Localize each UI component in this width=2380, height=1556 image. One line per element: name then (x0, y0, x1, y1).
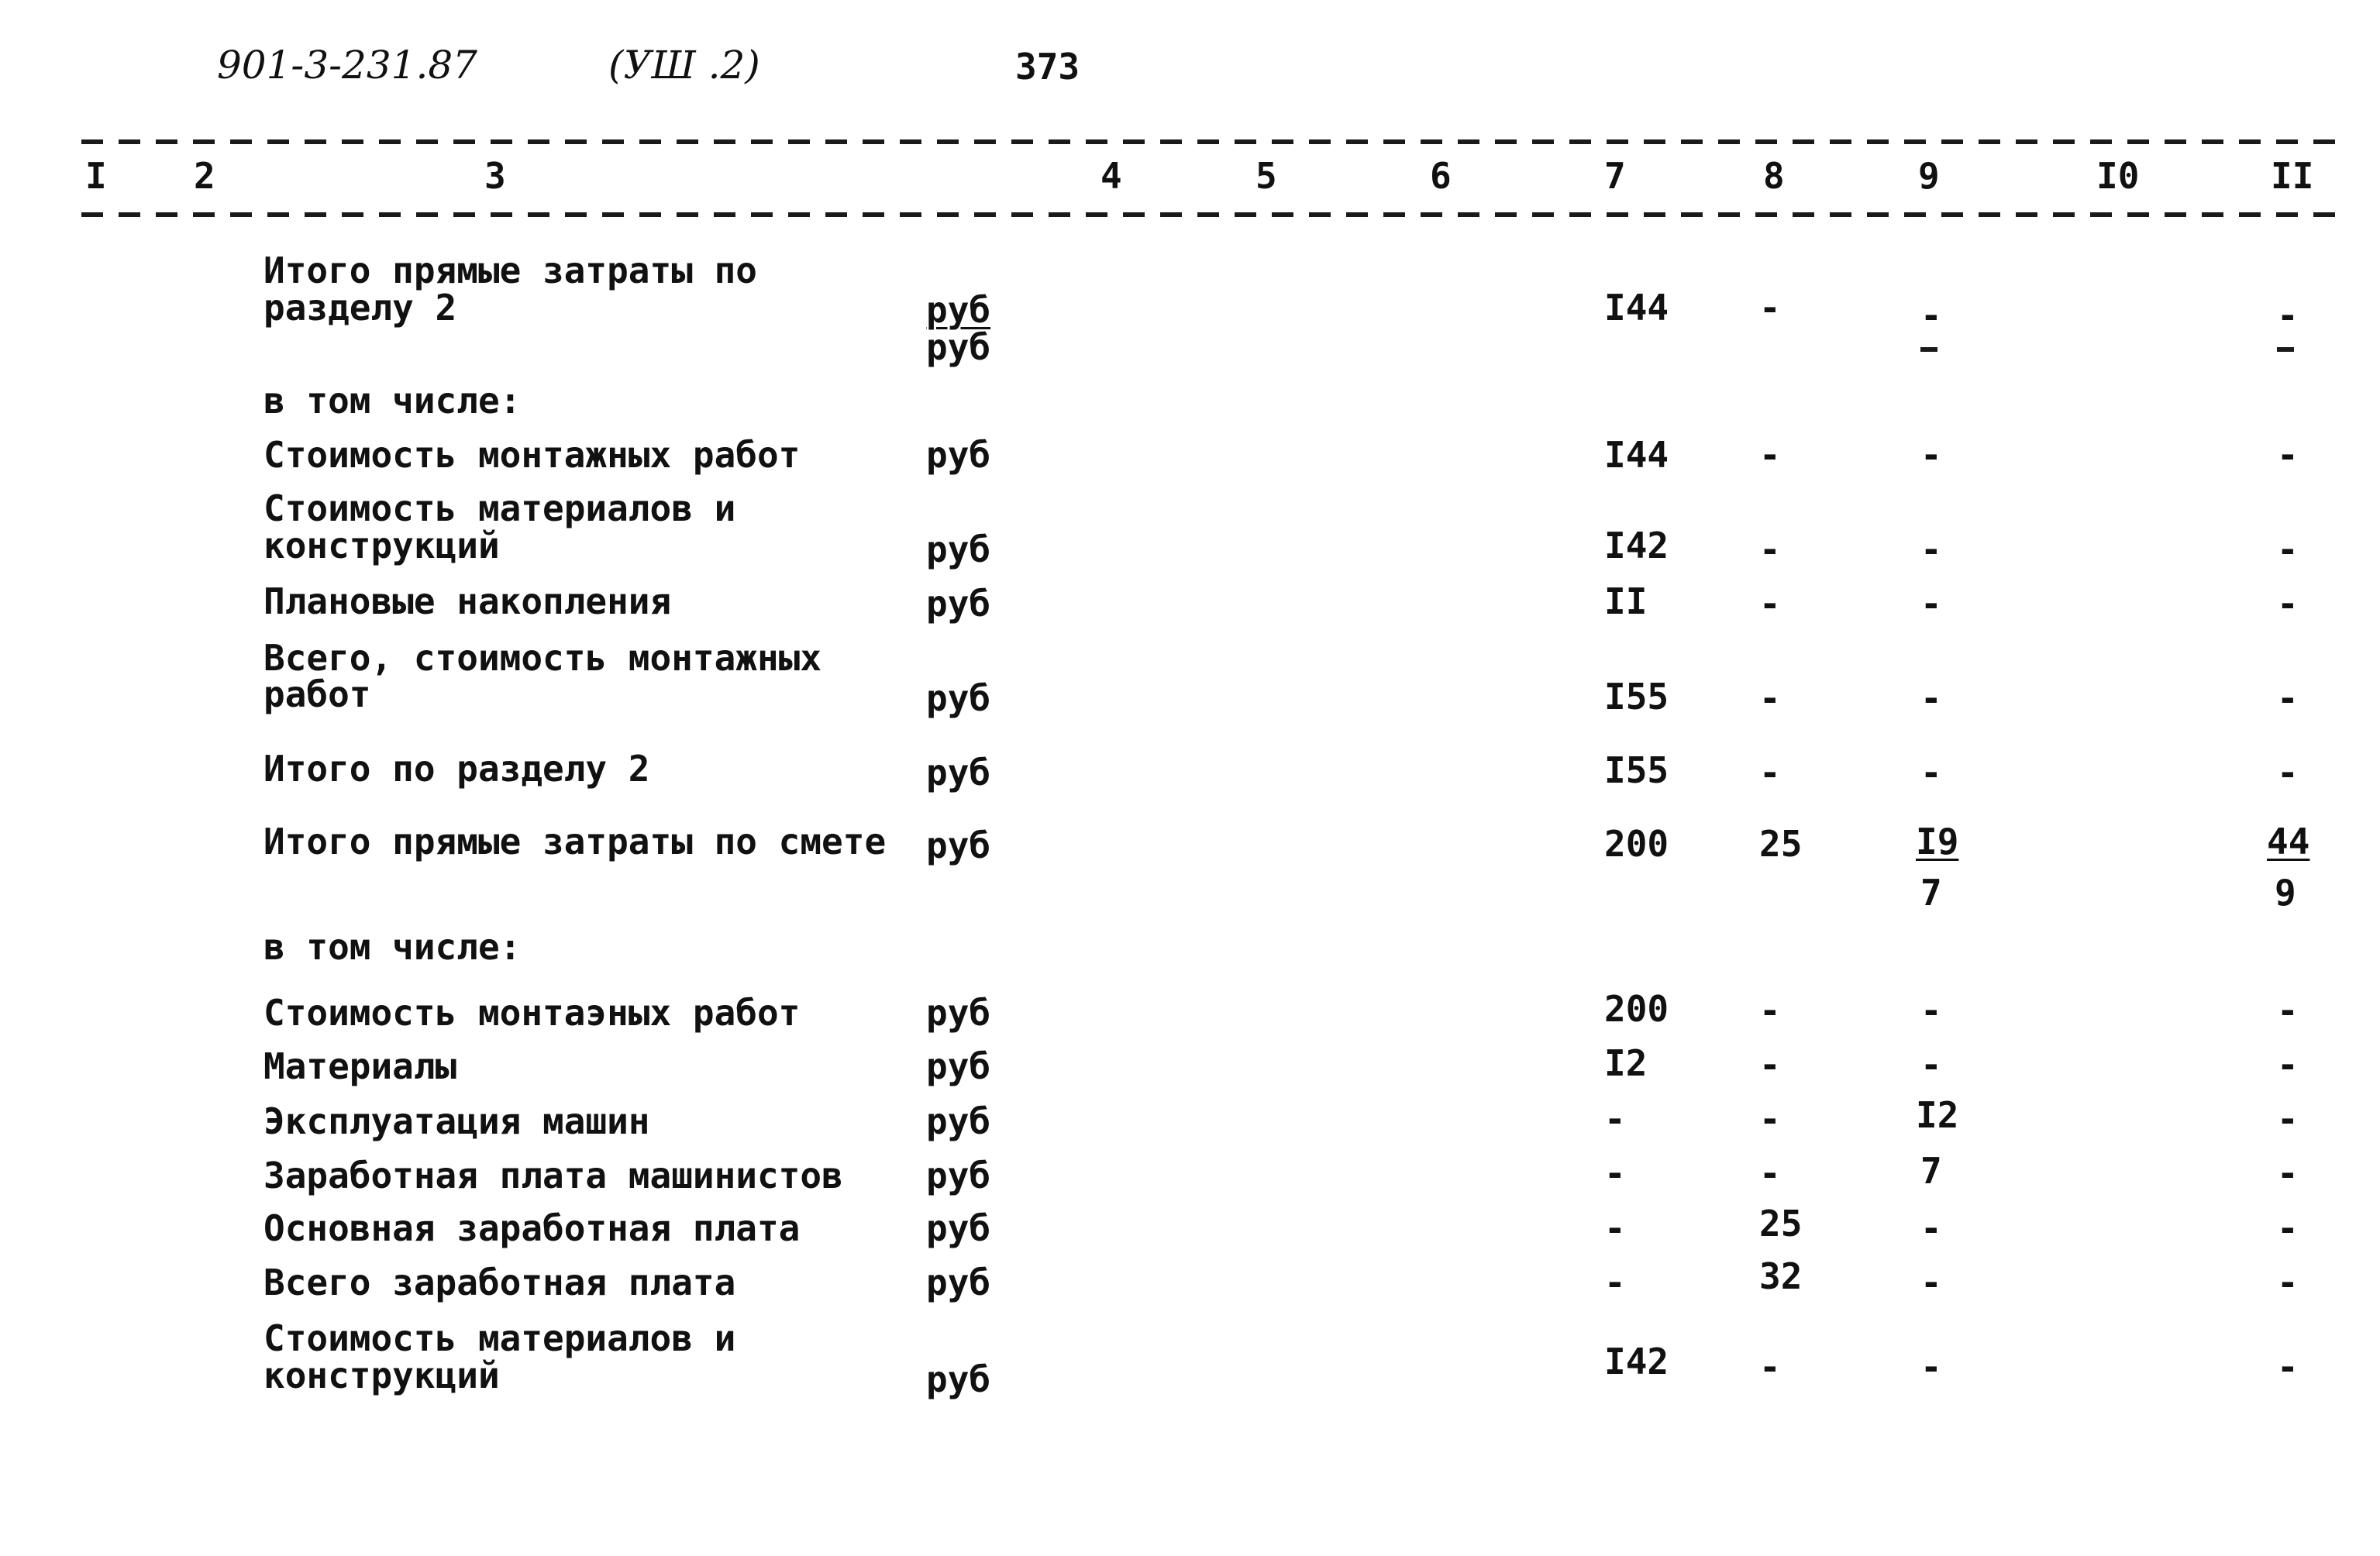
column-header: 9 (1918, 155, 1940, 197)
row-label: Стоимость монтажных работ (263, 434, 801, 476)
cell-col8: 25 (1759, 1203, 1803, 1244)
row-label: Итого по разделу 2 (263, 748, 650, 790)
row-unit: руб (926, 434, 991, 476)
cell-col9: - (1920, 434, 1942, 476)
cell-col7: - (1604, 1262, 1626, 1303)
fraction-mark (2277, 347, 2294, 352)
cell-col11-denominator: 9 (2275, 872, 2296, 914)
cell-col7: 200 (1604, 988, 1669, 1030)
row-unit: руб (926, 1358, 991, 1400)
cell-col11-numerator: 44 (2267, 821, 2310, 862)
cell-col9: - (1920, 294, 1942, 336)
column-header: 2 (194, 155, 215, 197)
cell-col11: - (2277, 1098, 2299, 1140)
row-label: Заработная плата машинистов (263, 1155, 843, 1196)
cell-col11: - (2277, 583, 2299, 625)
cell-col9: - (1920, 752, 1942, 793)
cell-col9: - (1920, 528, 1942, 570)
cell-col9: - (1920, 1346, 1942, 1388)
cell-col7: 200 (1604, 823, 1669, 865)
cell-col9: - (1920, 990, 1942, 1031)
row-label-line1: Итого прямые затраты по (263, 250, 757, 291)
subheading: в том числе: (263, 380, 522, 422)
cell-col11: - (2277, 528, 2299, 570)
header-rule-top (81, 139, 2340, 144)
column-header: II (2271, 155, 2314, 197)
cell-col11: - (2277, 1346, 2299, 1388)
cell-col8: - (1759, 287, 1781, 329)
row-unit: руб (926, 677, 991, 719)
cell-col7: I42 (1604, 1341, 1669, 1382)
cell-col8: 25 (1759, 823, 1803, 865)
cell-col9-numerator: I9 (1916, 821, 1959, 862)
row-label-line1: Всего, стоимость монтажных (263, 637, 822, 679)
cell-col9: I2 (1916, 1094, 1959, 1136)
row-label: Итого прямые затраты по смете (263, 821, 887, 862)
cell-col7: - (1604, 1207, 1626, 1249)
cell-col11: - (2277, 1262, 2299, 1303)
fraction-mark (1920, 347, 1937, 352)
cell-col9: - (1920, 677, 1942, 719)
row-unit: руб (926, 1045, 991, 1087)
cell-col8: - (1759, 528, 1781, 570)
cell-col7: I44 (1604, 287, 1669, 329)
row-label: Эксплуатация машин (263, 1100, 650, 1142)
row-label: Плановые накопления (263, 580, 672, 622)
cell-col8: - (1759, 752, 1781, 793)
cell-col8: - (1759, 1044, 1781, 1086)
row-label-line2: работ (263, 673, 371, 715)
cell-col8: - (1759, 1152, 1781, 1194)
cell-col8: - (1759, 434, 1781, 476)
row-label-line2: конструкций (263, 525, 500, 566)
cell-col8: - (1759, 583, 1781, 625)
column-header: 7 (1604, 155, 1626, 197)
row-label-line1: Стоимость материалов и (263, 1317, 736, 1359)
subheading: в том числе: (263, 926, 522, 968)
cell-col7: I2 (1604, 1042, 1648, 1084)
column-header: 6 (1430, 155, 1452, 197)
cell-col8: - (1759, 1346, 1781, 1388)
document-code: 901-3-231.87 (217, 43, 477, 88)
row-unit: руб (926, 1100, 991, 1142)
row-label: Стоимость монтаэных работ (263, 992, 801, 1034)
page-number: 373 (1015, 46, 1080, 88)
cell-col7: - (1604, 1098, 1626, 1140)
cell-col11: - (2277, 1044, 2299, 1086)
row-label-line2: конструкций (263, 1355, 500, 1396)
cell-col7: I55 (1604, 749, 1669, 791)
row-unit: руб (926, 824, 991, 866)
column-header: 5 (1255, 155, 1277, 197)
row-label: Всего заработная плата (263, 1262, 736, 1303)
cell-col11: - (2277, 1207, 2299, 1249)
cell-col7: - (1604, 1152, 1626, 1194)
cell-col9-denominator: 7 (1920, 872, 1942, 914)
column-header: 8 (1763, 155, 1785, 197)
row-label: Основная заработная плата (263, 1207, 801, 1249)
column-header: 3 (484, 155, 506, 197)
cell-col8: - (1759, 677, 1781, 719)
cell-col7: I55 (1604, 676, 1669, 718)
cell-col11: - (2277, 1152, 2299, 1194)
column-header: 4 (1100, 155, 1122, 197)
column-header: I (85, 155, 107, 197)
cell-col11: - (2277, 752, 2299, 793)
cell-col11: - (2277, 434, 2299, 476)
cell-col9: - (1920, 1044, 1942, 1086)
row-unit: руб (926, 1207, 991, 1249)
cell-col7: I42 (1604, 525, 1669, 566)
cell-col9: - (1920, 1207, 1942, 1249)
column-header: I0 (2096, 155, 2140, 197)
unit-numerator: руб (926, 289, 991, 331)
cell-col9: 7 (1920, 1150, 1942, 1192)
row-unit: руб (926, 528, 991, 570)
row-unit: руб (926, 1155, 991, 1196)
cell-col7: II (1604, 580, 1648, 622)
row-label: Материалы (263, 1045, 457, 1087)
cell-col11: - (2277, 677, 2299, 719)
cell-col8: - (1759, 990, 1781, 1031)
cell-col9: - (1920, 583, 1942, 625)
cell-col11: - (2277, 294, 2299, 336)
row-unit: руб (926, 1262, 991, 1303)
row-label-line2: разделу 2 (263, 287, 457, 329)
row-label-line1: Стоимость материалов и (263, 487, 736, 529)
header-rule-bottom (81, 212, 2340, 217)
album-number: (УШ .2) (608, 43, 760, 88)
cell-col8: - (1759, 1098, 1781, 1140)
cell-col8: 32 (1759, 1255, 1803, 1297)
row-unit: руб (926, 992, 991, 1034)
unit-denominator: руб (926, 326, 991, 368)
cell-col7: I44 (1604, 434, 1669, 476)
cell-col11: - (2277, 990, 2299, 1031)
cell-col9: - (1920, 1262, 1942, 1303)
row-unit: руб (926, 583, 991, 625)
row-unit: руб (926, 752, 991, 793)
